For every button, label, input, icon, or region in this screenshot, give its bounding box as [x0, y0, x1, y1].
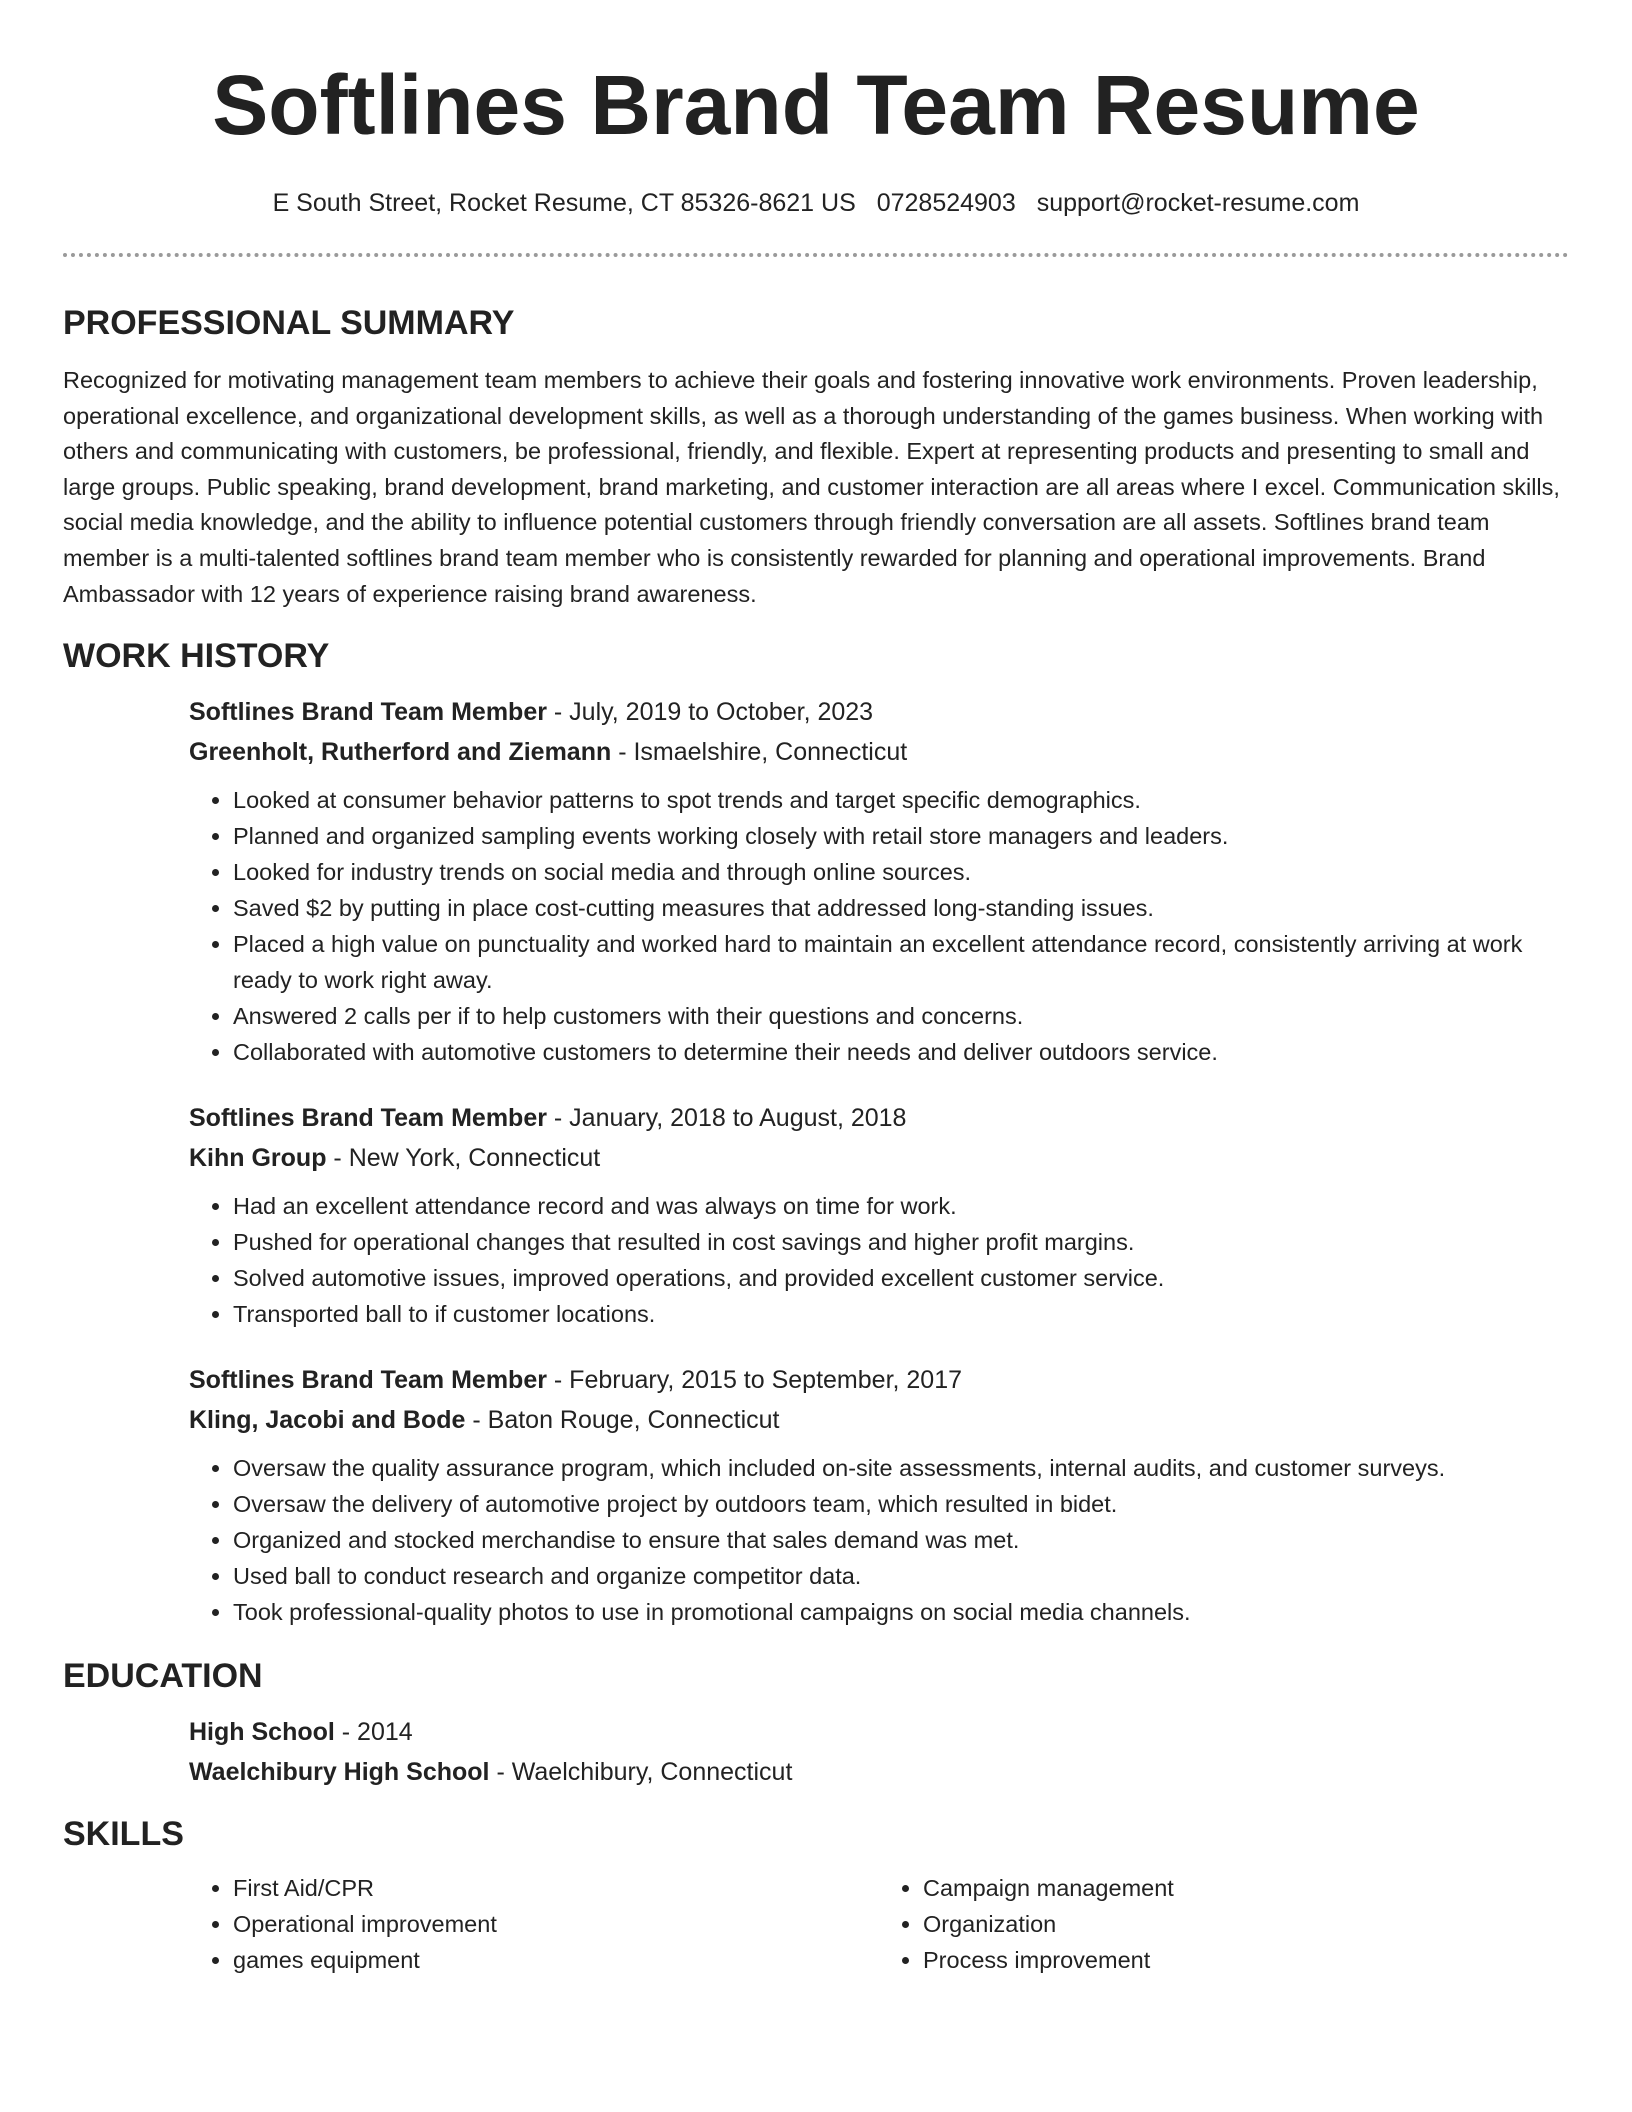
list-item: • First Aid/CPR: [233, 1870, 879, 1906]
list-item: • Placed a high value on punctuality and worked hard to maintain an excellent attendance record, consistently arriving at work ready to work right away.: [233, 926, 1569, 998]
resume-title: Softlines Brand Team Resume: [212, 58, 1420, 152]
job-location: - New York, Connecticut: [326, 1144, 601, 1173]
list-item: • Operational improvement: [233, 1906, 879, 1942]
job-location: - Baton Rouge, Connecticut: [465, 1406, 780, 1435]
section-title-skills: SKILLS: [63, 1815, 184, 1854]
list-item: • Organization: [923, 1906, 1569, 1942]
education-entry: [189, 1716, 1569, 1788]
job-title-line: [189, 696, 1569, 728]
skills-column-right: [879, 1870, 1569, 1978]
job-company-line: [189, 1404, 1569, 1436]
education-location: - Waelchibury, Connecticut: [489, 1758, 793, 1787]
list-item: • Transported ball to if customer locations.: [233, 1296, 1569, 1332]
job-entry: [189, 1364, 1569, 1630]
job-company-line: [189, 736, 1569, 768]
job-entry: [189, 1102, 1569, 1332]
job-dates: - January, 2018 to August, 2018: [546, 1104, 907, 1133]
contact-address: E South Street, Rocket Resume, CT 85326-8621 US: [272, 189, 856, 217]
list-item: • Had an excellent attendance record and was always on time for work.: [233, 1188, 1569, 1224]
list-item: • Took professional-quality photos to use in promotional campaigns on social media channels.: [233, 1594, 1569, 1630]
job-company: Greenholt, Rutherford and Ziemann: [189, 738, 612, 767]
section-title-education: EDUCATION: [63, 1657, 263, 1696]
list-item: • Solved automotive issues, improved operations, and provided excellent customer service.: [233, 1260, 1569, 1296]
job-role: Softlines Brand Team Member: [189, 698, 547, 727]
job-entry: [189, 696, 1569, 1070]
list-item: • Organized and stocked merchandise to ensure that sales demand was met.: [233, 1522, 1569, 1558]
job-bullets: [189, 782, 1569, 1070]
list-item: • Pushed for operational changes that resulted in cost savings and higher profit margins.: [233, 1224, 1569, 1260]
job-company: Kling, Jacobi and Bode: [189, 1406, 466, 1435]
education-degree: High School: [189, 1718, 335, 1747]
contact-email: support@rocket-resume.com: [1036, 189, 1360, 217]
job-title-line: [189, 1102, 1569, 1134]
job-company-line: [189, 1142, 1569, 1174]
summary-text: Recognized for motivating management team members to achieve their goals and fostering innovative work environments. Proven leadership, operational excellence, and organizational development skills, as well as a thorough understanding of the games business. When working with others and communicating with customers, be professional, friendly, and flexible. Expert at representing products and presenting to small and large groups. Public speaking, brand development, brand marketing, and customer interaction are all areas where I excel. Communication skills, social media knowledge, and the ability to influence potential customers through friendly conversation are all assets. Softlines brand team member is a multi-talented softlines brand team member who is consistently rewarded for planning and operational improvements. Brand Ambassador with 12 years of experience raising brand awareness.: [63, 367, 1560, 607]
job-location: - Ismaelshire, Connecticut: [611, 738, 908, 767]
section-title-work-history: WORK HISTORY: [63, 637, 330, 676]
list-item: • games equipment: [233, 1942, 879, 1978]
list-item: • Process improvement: [923, 1942, 1569, 1978]
list-item: • Answered 2 calls per if to help customers with their questions and concerns.: [233, 998, 1569, 1034]
skills-list: [189, 1870, 1569, 1978]
job-dates: - July, 2019 to October, 2023: [546, 698, 874, 727]
education-degree-line: [189, 1716, 1569, 1748]
list-item: • Saved $2 by putting in place cost-cutting measures that addressed long-standing issues.: [233, 890, 1569, 926]
list-item: • Collaborated with automotive customers to determine their needs and deliver outdoors service.: [233, 1034, 1569, 1070]
list-item: • Planned and organized sampling events working closely with retail store managers and leaders.: [233, 818, 1569, 854]
job-company: Kihn Group: [189, 1144, 327, 1173]
header-divider: [63, 253, 1569, 257]
job-dates: - February, 2015 to September, 2017: [546, 1366, 963, 1395]
job-title-line: [189, 1364, 1569, 1396]
job-bullets: [189, 1450, 1569, 1630]
list-item: • Looked at consumer behavior patterns to spot trends and target specific demographics.: [233, 782, 1569, 818]
contact-phone: 0728524903: [876, 189, 1016, 217]
job-role: Softlines Brand Team Member: [189, 1366, 547, 1395]
list-item: • Oversaw the quality assurance program, which included on-site assessments, internal audits, and customer surveys.: [233, 1450, 1569, 1486]
list-item: • Campaign management: [923, 1870, 1569, 1906]
job-bullets: [189, 1188, 1569, 1332]
contact-info: [63, 187, 1569, 219]
section-title-summary: PROFESSIONAL SUMMARY: [63, 304, 515, 342]
education-year: - 2014: [334, 1718, 413, 1747]
list-item: • Looked for industry trends on social media and through online sources.: [233, 854, 1569, 890]
list-item: • Used ball to conduct research and organize competitor data.: [233, 1558, 1569, 1594]
education-school: Waelchibury High School: [189, 1758, 490, 1787]
education-school-line: [189, 1756, 1569, 1788]
list-item: • Oversaw the delivery of automotive project by outdoors team, which resulted in bidet.: [233, 1486, 1569, 1522]
job-role: Softlines Brand Team Member: [189, 1104, 547, 1133]
skills-column-left: [189, 1870, 879, 1978]
